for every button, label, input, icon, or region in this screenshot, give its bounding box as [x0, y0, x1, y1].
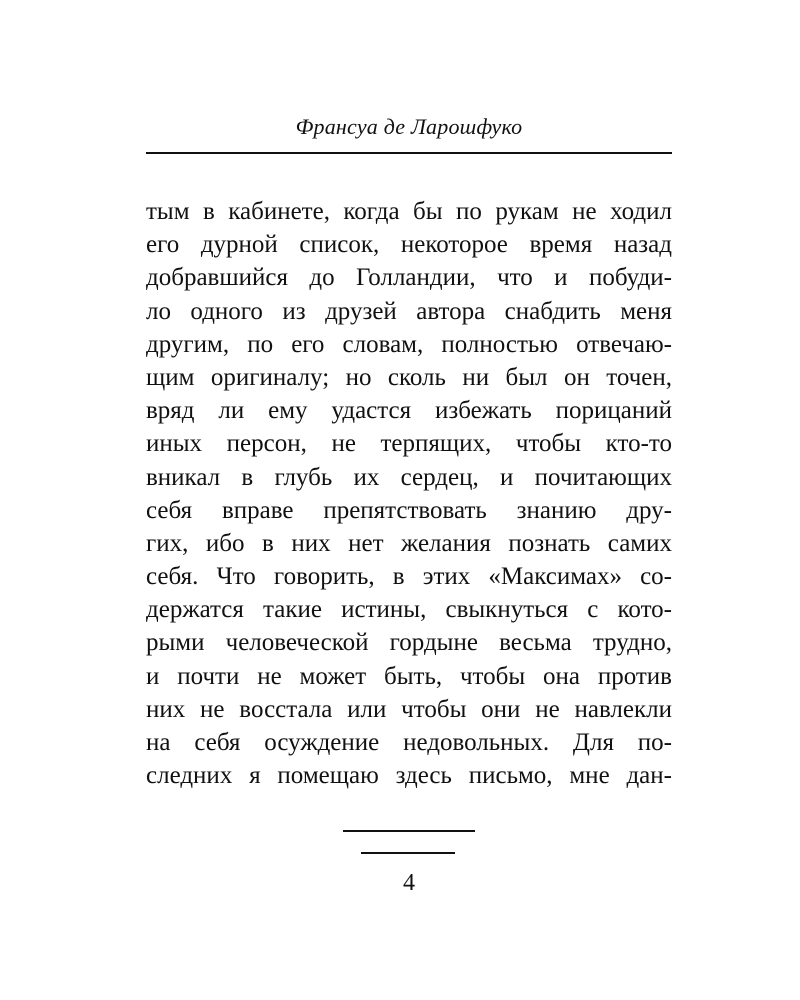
footer-rule-long	[343, 830, 475, 832]
footer-rule-short	[361, 852, 455, 854]
text-line: держатся такие истины, свыкнуться с кото-	[146, 596, 672, 624]
text-line: на себя осуждение недовольных. Для по-	[146, 729, 672, 756]
text-line: его дурной список, некоторое время назад	[146, 231, 672, 259]
text-line: тым в кабинете, когда бы по рукам не ходил	[146, 198, 672, 225]
body-text	[146, 195, 672, 792]
text-line: добравшийся до Голландии, что и побуди-	[146, 264, 672, 292]
text-line: вряд ли ему удастся избежать порицаний	[146, 397, 672, 425]
text-line: вникал в глубь их сердец, и почитающих	[146, 463, 672, 491]
text-line: иных персон, не терпящих, чтобы кто-то	[146, 430, 672, 458]
text-line: другим, по его словам, полностью отвечаю-	[146, 330, 672, 358]
text-line: и почти не может быть, чтобы она против	[146, 662, 672, 690]
text-line: гих, ибо в них нет желания познать самих	[146, 529, 672, 557]
text-line: щим оригиналу; но сколь ни был он точен,	[146, 363, 672, 391]
text-line: рыми человеческой гордыне весьма трудно,	[146, 629, 672, 657]
page-number: 4	[403, 870, 415, 896]
header-rule	[146, 152, 672, 154]
text-line: них не восстала или чтобы они не навлекли	[146, 695, 672, 723]
text-line: ло одного из друзей автора снабдить меня	[146, 297, 672, 325]
running-title: Франсуа де Ларошфуко	[295, 114, 523, 139]
text-line: следних я помещаю здесь письмо, мне дан-	[146, 762, 672, 790]
text-line: себя. Что говорить, в этих «Максимах» со-	[146, 563, 672, 591]
text-line: себя вправе препятствовать знанию дру-	[146, 496, 672, 524]
